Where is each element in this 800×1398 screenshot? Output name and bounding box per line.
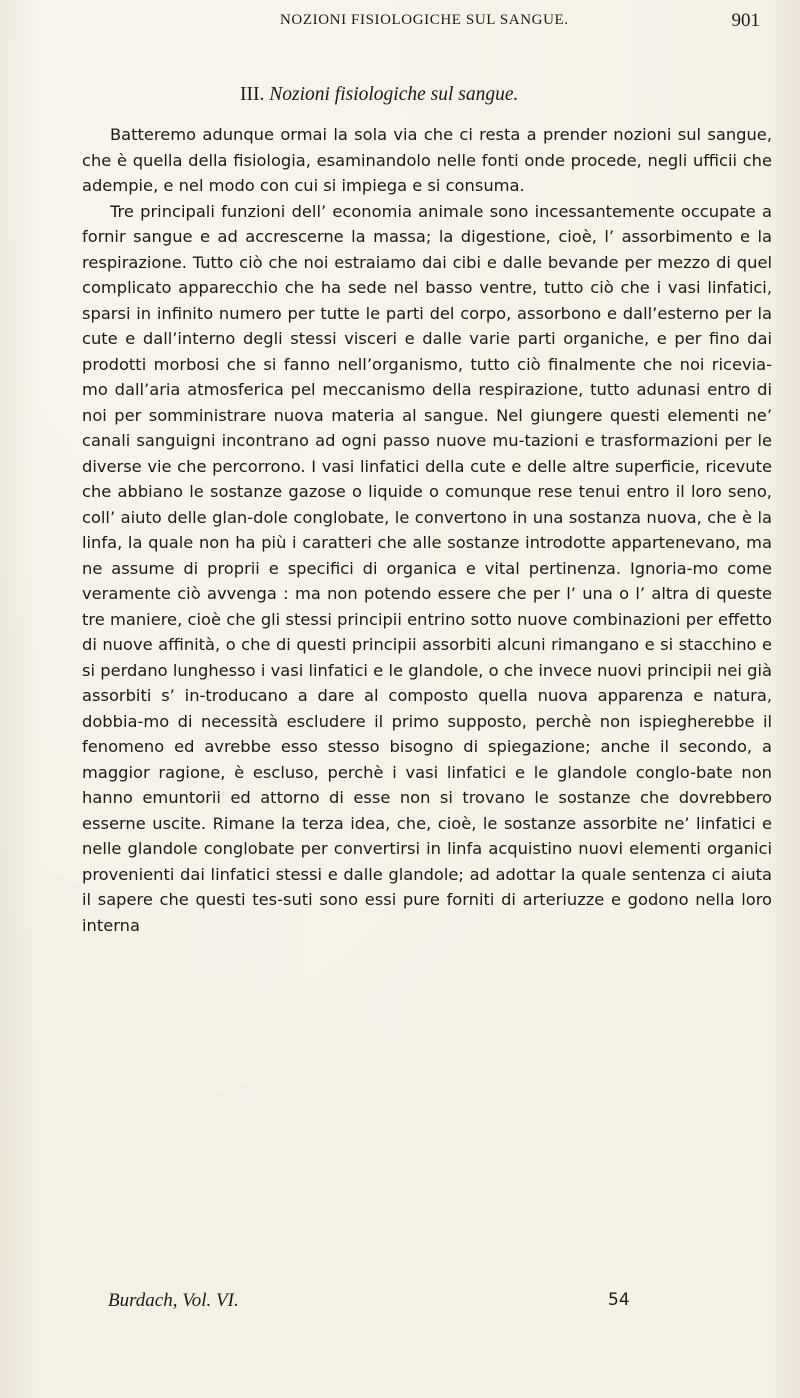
signature-number: 54 <box>608 1290 630 1310</box>
section-heading <box>240 84 760 106</box>
page-footer <box>108 1290 768 1316</box>
paragraph-1: Batteremo adunque ormai la sola via che ci resta a prender nozioni sul sangue, che è quella della fisiologia, esaminandolo nelle fonti onde procede, negli ufficii che adempie, e nel modo con cui si impiega e si consuma. <box>82 125 772 195</box>
paragraph-2: Tre principali funzioni dell’ economia animale sono incessantemente occupate a fornir sangue e ad accrescerne la massa; la digestione, cioè, l’ assorbimento e la respirazione. Tutto ciò che noi estraiamo dai cibi e dalle bevande per mezzo di quel complicato apparecchio che ha sede nel basso ventre, tutto ciò che i vasi linfatici, sparsi in infinito numero per tutte le parti del corpo, assorbono e dall’esterno per la cute e dall’interno degli stessi visceri e dalle varie parti organiche, e per fino dai prodotti morbosi che si fanno nell’organismo, tutto ciò finalmente che noi ricevia-mo dall’aria atmosferica pel meccanismo della respirazione, tutto adunasi entro di noi per somministrare nuova materia al sangue. Nel giungere questi elementi ne’ canali sanguigni incontrano ad ogni passo nuove mu-tazioni e trasformazioni per le diverse vie che percorrono. I vasi linfatici della cute e delle altre superficie, ricevute che abbiano le sostanze gazose o liquide o comunque rese tenui entro il loro seno, coll’ aiuto delle glan-dole conglobate, le convertono in una sostanza nuova, che è la linfa, la quale non ha più i caratteri che alle sostanze introdotte appartenevano, ma ne assume di proprii e specifici di organica e vital pertinenza. Ignoria-mo come veramente ciò avvenga : ma non potendo essere che per l’ una o l’ altra di queste tre maniere, cioè che gli stessi principii entrino sotto nuove combinazioni per effetto di nuove affinità, o che di questi principii assorbiti alcuni rimangano e si stacchino e si perdano lunghesso i vasi linfatici e le glandole, o che invece nuovi principii nei già assorbiti s’ in-troducano a dare al composto quella nuova apparenza e natura, dobbia-mo di necessità escludere il primo supposto, perchè non ispiegherebbe il fenomeno ed avrebbe esso stesso bisogno di spiegazione; anche il secondo, a maggior ragione, è escluso, perchè i vasi linfatici e le glandole conglo-bate non hanno emuntorii ed attorno di esse non si trovano le sostanze che dovrebbero esserne uscite. Rimane la terza idea, che, cioè, le sostanze assorbite ne’ linfatici e nelle glandole conglobate per convertirsi in linfa acquistino nuovi elementi organici provenienti dai linfatici stessi e dalle glandole; ad adottar la quale sentenza ci aiuta il sapere che questi tes-suti sono essi pure forniti di arteriuzze e godono nella loro interna <box>82 201 772 935</box>
running-head <box>280 10 760 36</box>
page-number: 901 <box>731 10 760 31</box>
printer-signature: Burdach, Vol. VI. <box>108 1290 239 1311</box>
section-number: III. <box>240 84 265 105</box>
running-title: NOZIONI FISIOLOGICHE SUL SANGUE. <box>280 12 569 28</box>
body-text <box>82 122 772 938</box>
section-title: Nozioni fisiologiche sul sangue. <box>269 84 519 105</box>
